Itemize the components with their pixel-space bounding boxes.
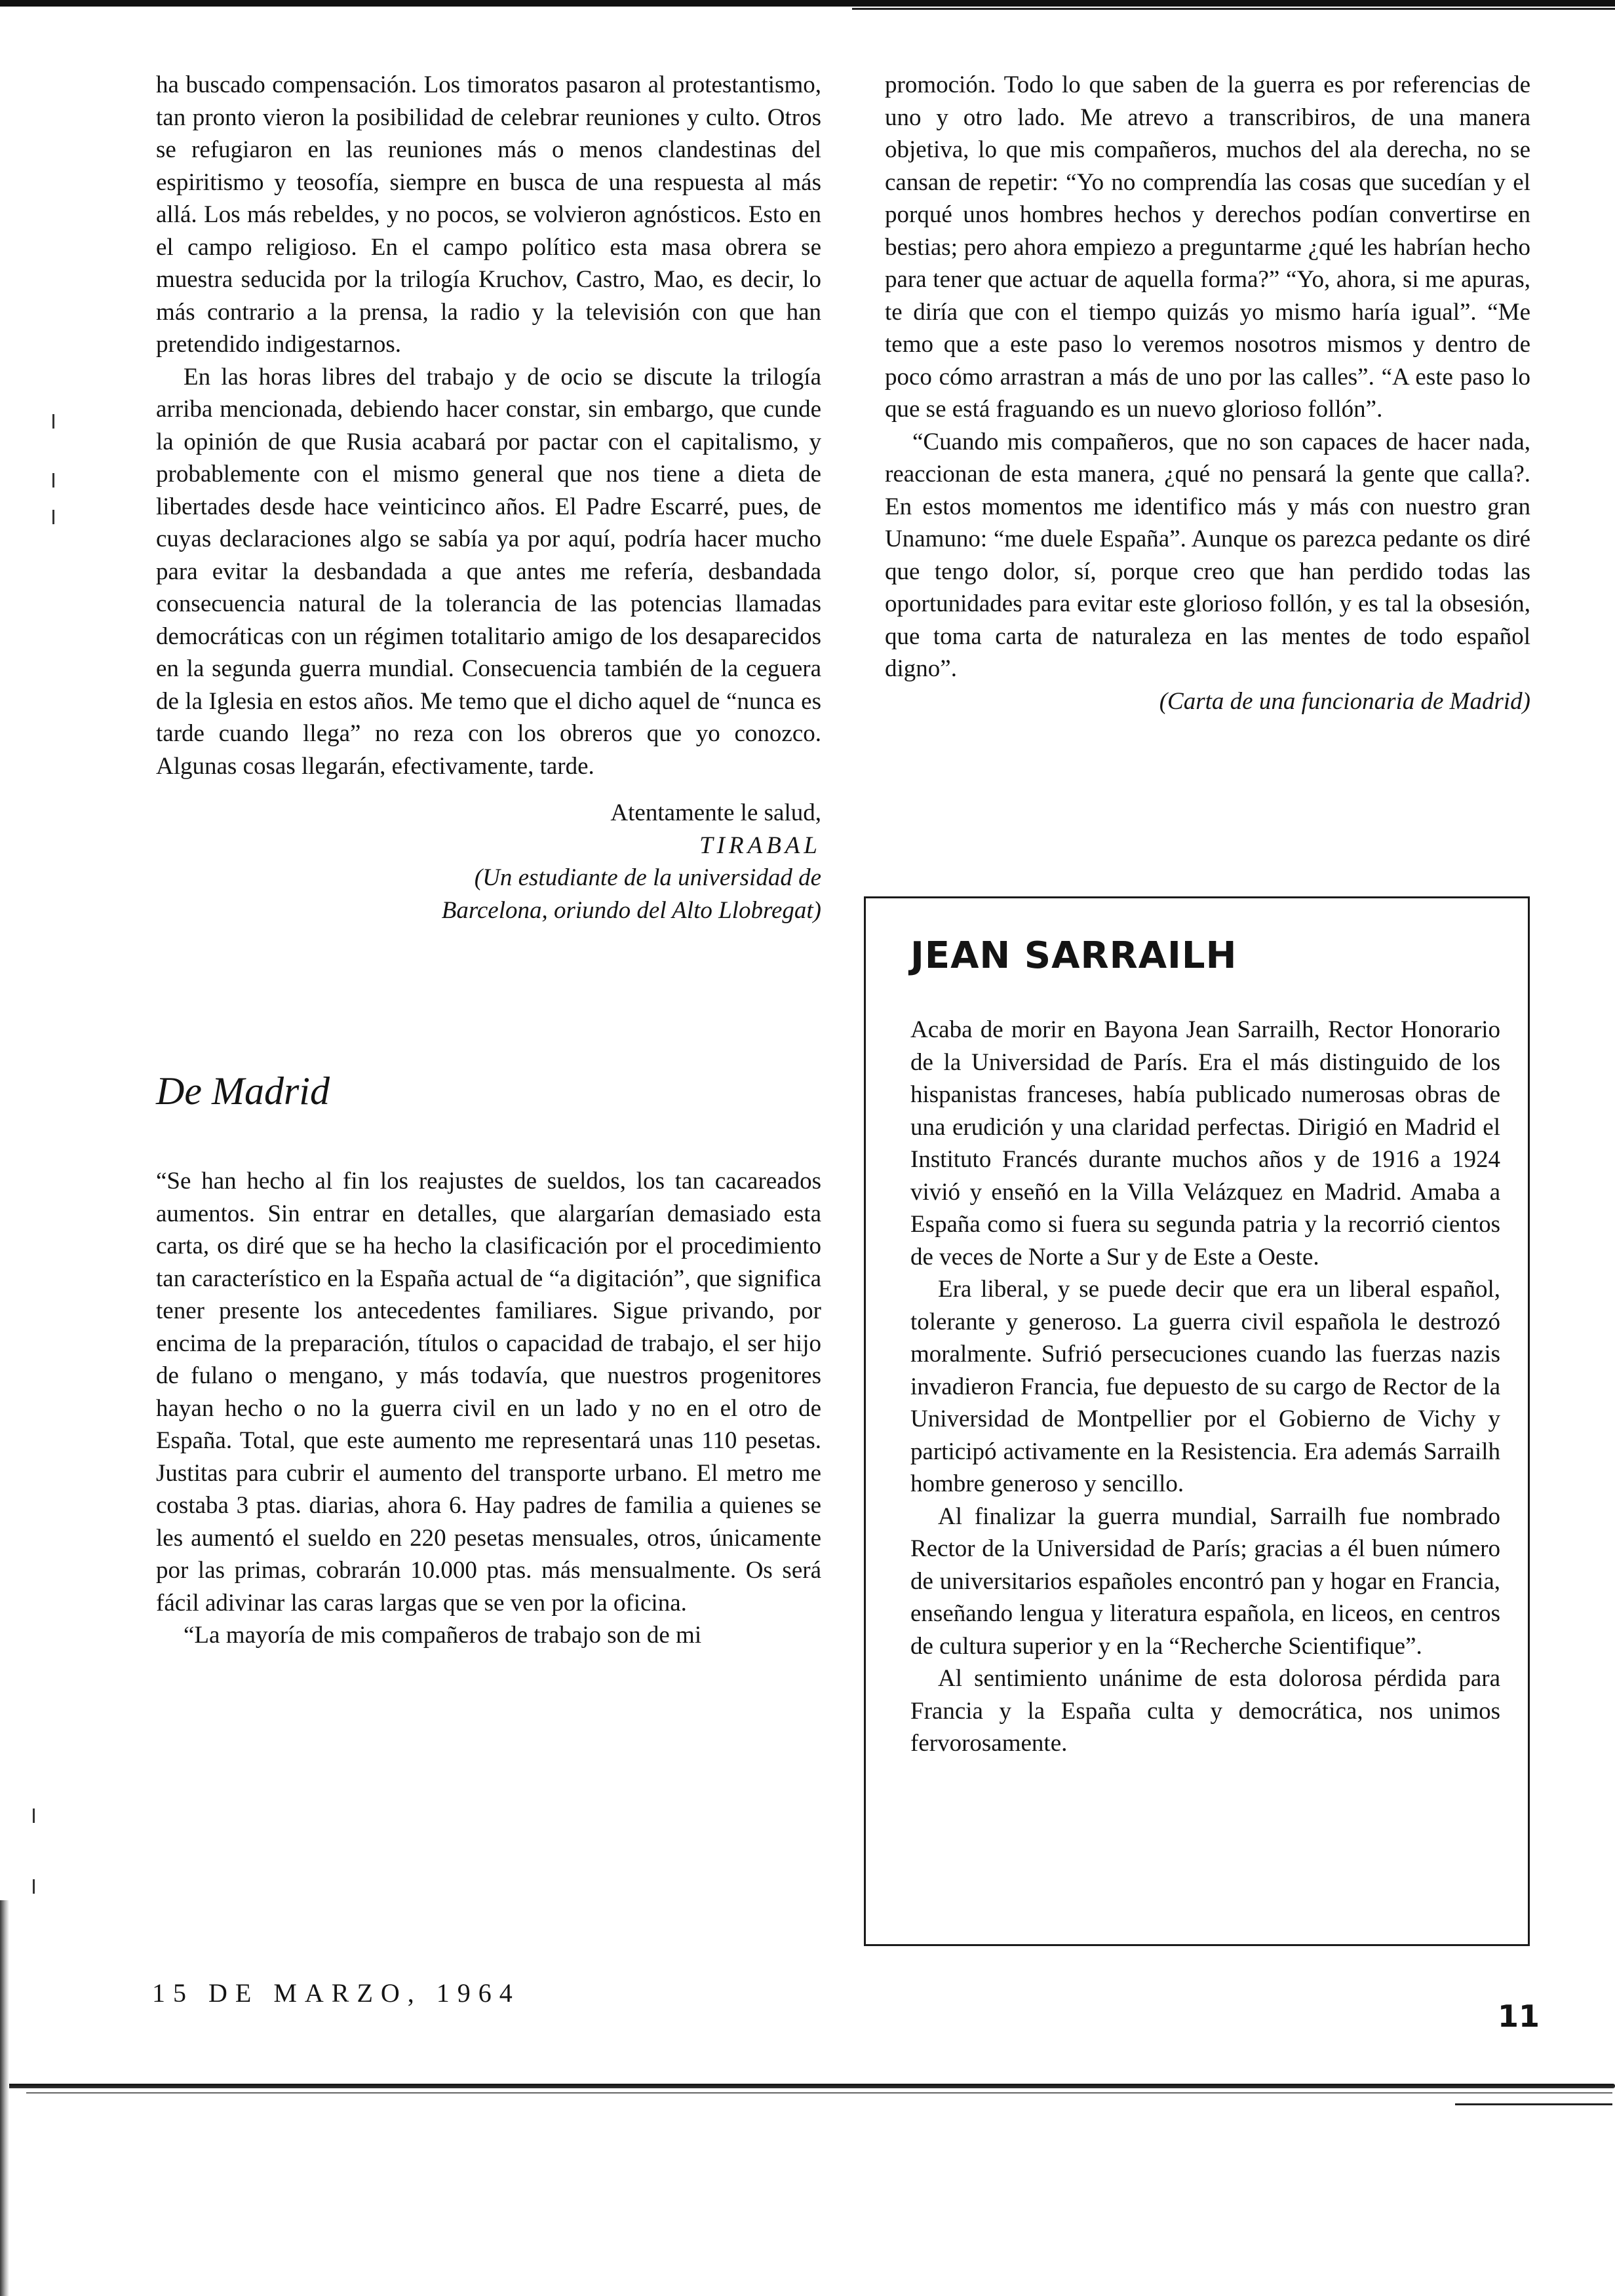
margin-mark — [52, 414, 54, 429]
top-rule — [0, 0, 1615, 7]
signoff-text: Atentamente le salud, — [610, 799, 821, 826]
signature-name: TIRABAL — [699, 832, 821, 859]
left-paragraph-2: En las horas libres del trabajo y de ocio se discute la trilogía arriba mencionada, debiendo hacer constar, sin embargo, que cunde la opinión de que Rusia acabará por pactar con el capitalismo, y probablemente con el mismo general que nos tiene a dieta de libertades desde hace veinticinco años. El Padre Escarré, pues, de cuyas declaraciones algo se sabía ya por aquí, podría hacer mucho para evitar la desbandada a que antes me refería, desbandada consecuencia natural de la tolerancia de las potencias llamadas democráticas con un régimen totalitario amigo de los desaparecidos en la segunda guerra mundial. Consecuencia también de la ceguera de la Iglesia en estos años. Me temo que el dicho aquel de “nunca es tarde cuando llega” no reza con los obreros que yo conozco. Algunas cosas llegarán, efectivamente, tarde. — [156, 363, 821, 780]
obituary-paragraph-1: Acaba de morir en Bayona Jean Sarrailh, Rector Honorario de la Universidad de París. Era el más distinguido de los hispanistas franceses, había publicado numerosas obras de una erudición y una claridad perfectas. Dirigió en Madrid el Instituto Francés durante muchos años y de 1916 a 1924 vivió y enseñó en la Villa Velázquez en Madrid. Amaba a España como si fuera su segunda patria y la recorrió cientos de veces de Norte a Sur y de Este a Oeste. — [910, 1016, 1500, 1271]
obituary-paragraph-3: Al finalizar la guerra mundial, Sarrailh fue nombrado Rector de la Universidad de París; gracias a él buen número de universitarios españoles encontró pan y hogar en Francia, enseñando lengua y literatura española, en liceos, en centros de cultura superior y en la “Recherche Scientifique”. — [910, 1502, 1500, 1660]
letter-signature-block — [156, 797, 821, 927]
section-heading: De Madrid — [156, 1069, 330, 1113]
bottom-rule-short — [1455, 2103, 1612, 2105]
scan-edge-shadow — [0, 1900, 9, 2296]
left-paragraph-1: ha buscado compensación. Los timoratos pasaron al protestantismo, tan pronto vieron la posibilidad de celebrar reuniones y culto. Otros se refugiaron en las reuniones más o menos clandestinas del espiritismo y teosofía, siempre en busca de una respuesta al más allá. Los más rebeldes, y no pocos, se volvieron agnósticos. Esto en el campo religioso. En el campo político esta masa obrera se muestra seducida por la trilogía Kruchov, Castro, Mao, es decir, lo más contrario a la prensa, la radio y la televisión con que han pretendido indigestarnos. — [156, 71, 821, 358]
margin-mark — [52, 510, 54, 524]
margin-mark — [33, 1808, 35, 1823]
right-paragraph-2: “Cuando mis compañeros, que no son capaces de hacer nada, reaccionan de esta manera, ¿qué no pensará la gente que calla?. En estos momentos me identifico más y más con nuestro gran Unamuno: “me duele España”. Aunque os parezca pedante os diré que tengo dolor, sí, porque creo que han perdido todas las oportunidades para evitar este glorioso follón, y es tal la obsesión, que toma carta de naturaleza en las mentes de todo español digno”. — [885, 428, 1530, 682]
signature-note-line-2: Barcelona, oriundo del Alto Llobregat) — [441, 896, 821, 924]
signature-note-line-1: (Un estudiante de la universidad de — [474, 864, 821, 891]
margin-mark — [52, 473, 54, 488]
issue-date: 15 DE MARZO, 1964 — [152, 1978, 520, 2008]
margin-mark — [33, 1879, 35, 1894]
left-column — [156, 69, 821, 1652]
source-note: (Carta de una funcionaria de Madrid) — [1159, 687, 1530, 715]
obituary-box — [864, 896, 1530, 1946]
obituary-title: JEAN SARRAILH — [910, 934, 1237, 977]
madrid-paragraph-2: “La mayoría de mis compañeros de trabajo son de mi — [184, 1622, 702, 1649]
obituary-paragraph-4: Al sentimiento unánime de esta dolorosa pérdida para Francia y la España culta y democrática, nos unimos fervorosamente. — [910, 1665, 1500, 1757]
madrid-paragraph-1: “Se han hecho al fin los reajustes de sueldos, los tan cacareados aumentos. Sin entrar en detalles, que alargarían demasiado esta carta, os diré que se ha hecho la clasificación por el procedimiento tan característico en la España actual de “a digitación”, que significa tener presente los antecedentes familiares. Sigue privando, por encima de la preparación, títulos o capacidad de trabajo, el ser hijo de fulano o mengano, y más todavía, que nuestros progenitores hayan hecho o no la guerra civil en un lado y no en el otro de España. Total, que este aumento me representará unas 110 pesetas. Justitas para cubrir el aumento del transporte urbano. El metro me costaba 3 ptas. diarias, ahora 6. Hay padres de familia a quienes se les aumentó el sueldo en 220 pesetas mensuales, otros, únicamente por las primas, cobrarán 10.000 ptas. más mensualmente. Os será fácil adivinar las caras largas que se ven por la oficina. — [156, 1168, 821, 1617]
bottom-rule — [7, 2084, 1615, 2088]
obituary-paragraph-2: Era liberal, y se puede decir que era un liberal español, tolerante y generoso. La guerra civil española le destrozó moralmente. Sufrió persecuciones cuando las fuerzas nazis invadieron Francia, fue depuesto de su cargo de Rector de la Universidad de Montpellier por el Gobierno de Vichy y participó activamente en la Resistencia. Era además Sarrailh hombre generoso y sencillo. — [910, 1276, 1500, 1497]
top-rule-secondary — [852, 8, 1615, 10]
page-number: 11 — [1498, 1999, 1540, 2034]
right-column — [885, 69, 1530, 718]
bottom-rule-thin — [26, 2092, 1612, 2094]
right-paragraph-1: promoción. Todo lo que saben de la guerra es por referencias de uno y otro lado. Me atrevo a transcribiros, de una manera objetiva, lo que mis compañeros, muchos del ala derecha, no se cansan de repetir: “Yo no comprendía las cosas que sucedían y el porqué unos hombres hechos y derechos podían convertirse en bestias; pero ahora empiezo a preguntarme ¿qué les habrían hecho para tener que actuar de aquella forma?” “Yo, ahora, si me apuras, te diría que con el tiempo quizás yo mismo haría igual”. “Me temo que a este paso lo veremos nosotros mismos y dentro de poco cómo arrastran a más de uno por las calles”. “A este paso lo que se está fraguando es un nuevo glorioso follón”. — [885, 71, 1530, 423]
